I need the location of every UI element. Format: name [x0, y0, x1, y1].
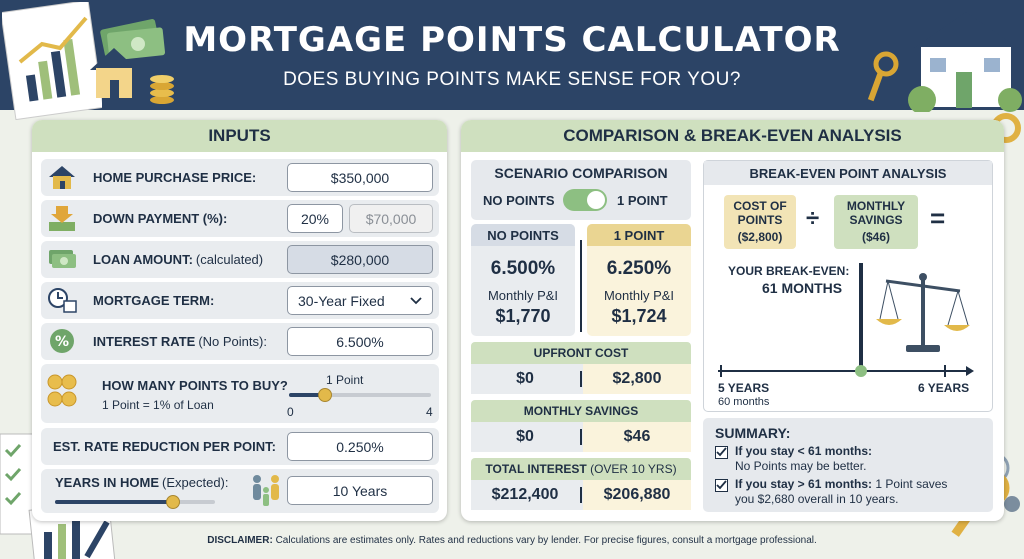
summary-item1-rest: No Points may be better. — [735, 459, 867, 473]
summary-item1-bold: If you stay < 61 months: — [735, 444, 873, 458]
timeline-axis — [718, 370, 970, 372]
down-arrow-money-icon — [47, 204, 77, 232]
chevron-down-icon — [410, 297, 422, 305]
balance-scale-icon — [876, 269, 970, 355]
equals-sign: = — [930, 203, 946, 233]
comparison-panel — [461, 120, 1004, 521]
years-label-text: YEARS IN HOME — [55, 474, 160, 490]
mortgage-term-select[interactable] — [287, 286, 433, 315]
years-row — [41, 469, 439, 513]
disclaimer — [0, 535, 1024, 546]
savings-title: MONTHLY SAVINGS — [471, 400, 691, 422]
rate-reduction-row — [41, 428, 439, 465]
cost-of-points-value: ($2,800) — [737, 230, 783, 244]
one-point-title: 1 POINT — [587, 224, 691, 246]
cost-of-points-box — [724, 195, 796, 249]
summary-title: SUMMARY: — [715, 425, 791, 441]
no-points-title: NO POINTS — [471, 224, 575, 246]
toggle-right-label: 1 POINT — [617, 193, 668, 208]
scenario-header — [471, 160, 691, 220]
one-point-pi: $1,724 — [611, 306, 667, 326]
interest-title-text: TOTAL INTEREST — [485, 462, 587, 476]
disclaimer-text: Calculations are estimates only. Rates and reductions vary by lender. For precise figures, consult a mortgage professional. — [275, 535, 817, 546]
down-payment-row — [41, 200, 439, 237]
timeline-arrow — [966, 366, 974, 376]
breakeven-result-label: YOUR BREAK-EVEN: — [728, 264, 850, 278]
points-slider-handle[interactable] — [318, 388, 332, 402]
savings-divider — [580, 429, 582, 445]
summary-box — [703, 418, 993, 512]
mortgage-term-row — [41, 282, 439, 319]
one-point-pi-label: Monthly P&I — [603, 288, 675, 303]
loan-amount-note: (calculated) — [195, 252, 264, 267]
savings-row — [471, 422, 691, 452]
years-label — [55, 469, 229, 495]
scenario-toggle[interactable] — [563, 189, 607, 211]
monthly-savings-label: MONTHLY SAVINGS — [846, 199, 906, 227]
savings-one-point: $46 — [583, 422, 691, 452]
comparison-title: COMPARISON & BREAK-EVEN ANALYSIS — [461, 120, 1004, 152]
points-slider-min: 0 — [287, 405, 294, 419]
family-icon — [249, 473, 285, 509]
years-slider-fill — [55, 500, 173, 504]
inputs-title: INPUTS — [32, 120, 447, 152]
breakeven-result-value: 61 MONTHS — [762, 280, 843, 296]
checkbox-check-icon — [715, 446, 728, 459]
rate-reduction-input[interactable]: 0.250% — [287, 432, 433, 461]
savings-no-points: $0 — [516, 428, 534, 445]
interest-one-point: $206,880 — [583, 480, 691, 510]
summary-item2-line2: you $2,680 overall in 10 years. — [735, 492, 899, 506]
mortgage-term-label: MORTGAGE TERM: — [93, 293, 215, 308]
interest-title-note: (OVER 10 YRS) — [590, 462, 677, 476]
upfront-title: UPFRONT COST — [471, 342, 691, 364]
toggle-left-label: NO POINTS — [483, 193, 555, 208]
interest-rate-row — [41, 323, 439, 360]
interest-row — [471, 480, 691, 510]
years-slider[interactable] — [55, 495, 215, 509]
card-divider — [580, 240, 582, 332]
points-row — [41, 364, 439, 423]
points-slider-label: 1 Point — [326, 373, 364, 387]
svg-text:%: % — [54, 334, 70, 350]
one-point-card — [587, 224, 691, 336]
upfront-divider — [580, 371, 582, 387]
interest-rate-label-text: INTEREST RATE — [93, 334, 196, 349]
axis-right-label: 6 YEARS — [918, 381, 970, 395]
disclaimer-label: DISCLAIMER: — [207, 535, 273, 546]
loan-amount-label — [93, 241, 263, 278]
axis-left-label: 5 YEARS — [718, 381, 770, 395]
points-note: 1 Point = 1% of Loan — [102, 398, 214, 412]
down-payment-percent-input[interactable]: 20% — [287, 204, 343, 233]
breakeven-box — [703, 160, 993, 412]
timeline-tick-right — [944, 365, 946, 377]
loan-amount-row — [41, 241, 439, 278]
checkbox-check-icon — [715, 479, 728, 492]
home-price-row — [41, 159, 439, 196]
years-input[interactable]: 10 Years — [287, 476, 433, 505]
cost-of-points-label: COST OF POINTS — [733, 199, 787, 227]
inputs-panel — [32, 120, 447, 521]
timeline-marker-dot — [855, 365, 867, 377]
rate-reduction-label: EST. RATE REDUCTION PER POINT: — [53, 439, 276, 454]
no-points-card — [471, 224, 575, 336]
scenario-title: SCENARIO COMPARISON — [494, 165, 668, 181]
home-price-input[interactable]: $350,000 — [287, 163, 433, 192]
years-note: (Expected): — [162, 474, 229, 490]
cash-icon — [47, 245, 77, 273]
house-money-illustration — [82, 18, 180, 110]
summary-item2-rest: 1 Point saves — [875, 477, 948, 491]
upfront-no-points: $0 — [516, 370, 534, 387]
interest-divider — [580, 487, 582, 503]
no-points-pi: $1,770 — [495, 306, 551, 326]
upfront-one-point: $2,800 — [583, 364, 691, 394]
breakeven-marker — [859, 263, 863, 371]
interest-rate-label — [93, 323, 267, 360]
loan-amount-label-text: LOAN AMOUNT: — [93, 252, 193, 267]
page-subtitle: DOES BUYING POINTS MAKE SENSE FOR YOU? — [283, 69, 741, 90]
mortgage-term-value: 30-Year Fixed — [298, 292, 385, 309]
points-slider-max: 4 — [426, 405, 433, 419]
one-point-rate: 6.250% — [606, 258, 672, 279]
page-title: MORTGAGE POINTS CALCULATOR — [183, 20, 841, 60]
interest-no-points: $212,400 — [491, 486, 559, 503]
down-payment-label: DOWN PAYMENT (%): — [93, 211, 228, 226]
interest-rate-note: (No Points): — [198, 334, 267, 349]
monthly-savings-box — [834, 195, 918, 249]
down-payment-amount: $70,000 — [349, 204, 433, 233]
divide-sign: ÷ — [806, 205, 820, 232]
coins-icon — [47, 374, 77, 408]
axis-left-sublabel: 60 months — [718, 396, 770, 408]
home-price-label: HOME PURCHASE PRICE: — [93, 170, 257, 185]
scenario-column — [471, 160, 691, 512]
upfront-row — [471, 364, 691, 394]
points-slider[interactable] — [289, 388, 431, 402]
monthly-savings-value: ($46) — [861, 230, 890, 244]
clock-calendar-icon — [47, 286, 77, 314]
points-label: HOW MANY POINTS TO BUY? — [102, 378, 288, 393]
breakeven-title: BREAK-EVEN POINT ANALYSIS — [704, 161, 992, 185]
years-slider-handle[interactable] — [166, 495, 180, 509]
percent-badge-icon — [47, 327, 77, 355]
interest-rate-input[interactable]: 6.500% — [287, 327, 433, 356]
interest-title — [471, 458, 691, 480]
house-key-illustration — [856, 8, 1024, 112]
timeline-tick-left — [720, 365, 722, 377]
no-points-pi-label: Monthly P&I — [487, 288, 559, 303]
summary-item2 — [735, 477, 947, 491]
house-icon — [47, 163, 77, 191]
no-points-rate: 6.500% — [490, 258, 556, 279]
loan-amount-value: $280,000 — [287, 245, 433, 274]
toggle-knob — [587, 191, 605, 209]
summary-item2-bold: If you stay > 61 months: — [735, 477, 873, 491]
